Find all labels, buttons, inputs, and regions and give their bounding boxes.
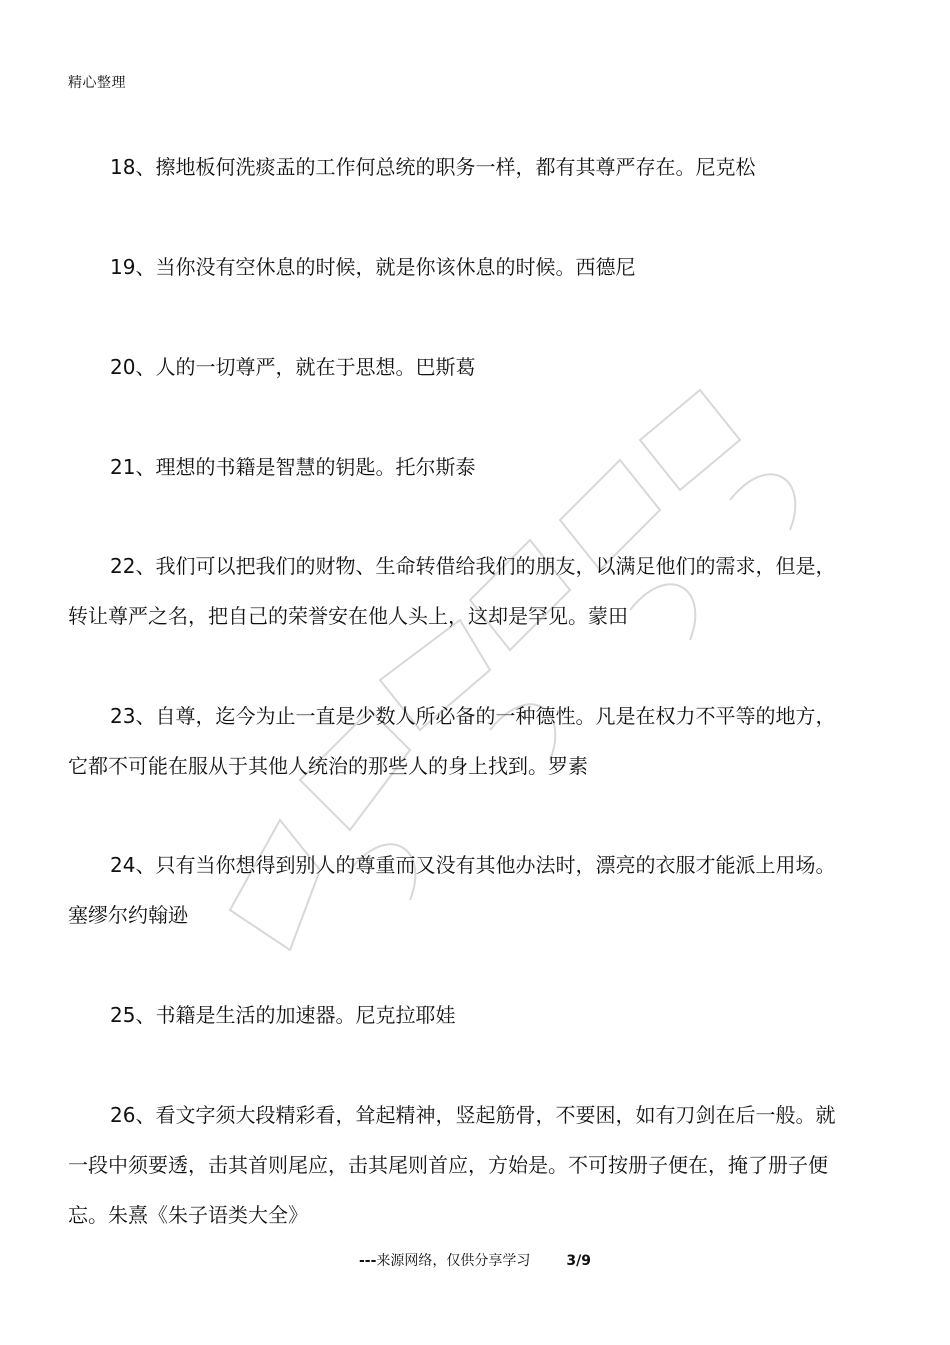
footer-dash: --- [358,1253,377,1269]
quote-18: 18、擦地板何洗痰盂的工作何总统的职务一样，都有其尊严存在。尼克松 [110,155,756,179]
quote-19: 19、当你没有空休息的时候，就是你该休息的时候。西德尼 [110,255,636,279]
quote-23: 23、自尊，迄今为止一直是少数人所必备的一种德性。凡是在权力不平等的地方，它都不可能在服从于其他人统治的那些人的身上找到。罗素 [68,704,836,778]
quote-20: 20、人的一切尊严，就在于思想。巴斯葛 [110,355,476,379]
page-footer [0,1250,950,1270]
quote-22: 22、我们可以把我们的财物、生命转借给我们的朋友，以满足他们的需求，但是，转让尊严之名，把自己的荣誉安在他人头上，这却是罕见。蒙田 [68,554,836,628]
page-number: 3/9 [566,1253,592,1269]
quote-21: 21、理想的书籍是智慧的钥匙。托尔斯泰 [110,455,476,479]
footer-note: 来源网络，仅供分享学习 [376,1253,531,1269]
quote-25: 25、书籍是生活的加速器。尼克拉耶娃 [110,1003,456,1027]
quote-24: 24、只有当你想得到别人的尊重而又没有其他办法时，漂亮的衣服才能派上用场。塞缪尔约翰逊 [68,853,836,927]
page-header: 精心整理 [68,75,126,91]
quote-26: 26、看文字须大段精彩看，耸起精神，竖起筋骨，不要困，如有刀剑在后一般。就一段中须要透，击其首则尾应，击其尾则首应，方始是。不可按册子便在，掩了册子便忘。朱熹《朱子语类大全》 [68,1103,836,1227]
